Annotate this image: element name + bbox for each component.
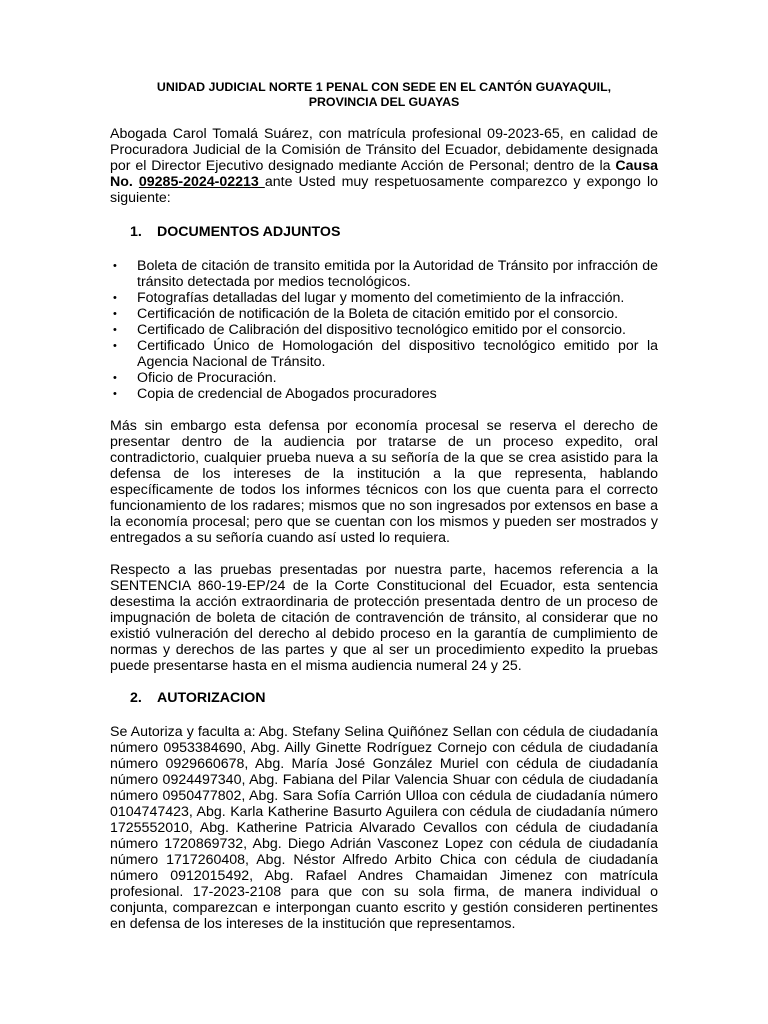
bullet-icon: • — [113, 260, 117, 272]
bullet-icon: • — [113, 388, 117, 400]
list-item — [110, 338, 658, 370]
section-title: AUTORIZACION — [157, 690, 266, 706]
document-page — [110, 80, 658, 932]
court-title — [110, 80, 658, 110]
list-item-text: Copia de credencial de Abogados procuradores — [137, 386, 437, 402]
list-item — [110, 258, 658, 290]
list-item-text: Fotografías detalladas del lugar y momento del cometimiento de la infracción. — [137, 290, 625, 306]
causa-number: 09285-2024-02213 — [138, 174, 265, 190]
documents-list — [110, 258, 658, 402]
bullet-icon: • — [113, 340, 117, 352]
intro-paragraph — [110, 126, 658, 206]
intro-text-before: Abogada Carol Tomalá Suárez, con matrícula profesional 09-2023-65, en calidad de Procuradora Judicial de la Comisión de Tránsito del Ecuador, debidamente designada por el Director Ejecutivo designado mediante Acción de Personal; dentro de la — [110, 126, 658, 174]
sentencia-paragraph: Respecto a las pruebas presentadas por nuestra parte, hacemos referencia a la SENTENCIA 860-19-EP/24 de la Corte Constitucional del Ecuador, esta sentencia desestima la acción extraordinaria de protección presentada dentro de un proceso de impugnación de boleta de citación de contravención de tránsito, al considerar que no existió vulneración del derecho al debido proceso en la garantía de cumplimiento de normas y derechos de las partes y que al ser un procedimiento expedito la pruebas puede presentarse hasta en el misma audiencia numeral 24 y 25. — [110, 562, 658, 674]
list-item — [110, 322, 658, 338]
autorizacion-paragraph: Se Autoriza y faculta a: Abg. Stefany Selina Quiñónez Sellan con cédula de ciudadanía número 0953384690, Abg. Ailly Ginette Rodríguez Cornejo con cédula de ciudadanía número 0929660678, Abg. María José González Muriel con cédula de ciudadanía número 0924497340, Abg. Fabiana del Pilar Valencia Shuar con cédula de ciudadanía número 0950477802, Abg. Sara Sofía Carrión Ulloa con cédula de ciudadanía número 0104747423, Abg. Karla Katherine Basurto Aguilera con cédula de ciudadanía número 1725552010, Abg. Katherine Patricia Alvarado Cevallos con cédula de ciudadanía número 1720869732, Abg. Diego Adrián Vasconez Lopez con cédula de ciudadanía número 1717260408, Abg. Néstor Alfredo Arbito Chica con cédula de ciudadanía número 0912015492, Abg. Rafael Andres Chamaidan Jimenez con matrícula profesional. 17-2023-2108 para que con su sola firma, de manera individual o conjunta, comparezcan e interpongan cuanto escrito y gestión consideren pertinentes en defensa de los intereses de la institución que representamos. — [110, 724, 658, 932]
reserva-paragraph: Más sin embargo esta defensa por economía procesal se reserva el derecho de presentar dentro de la audiencia por tratarse de un proceso expedito, oral contradictorio, cualquier prueba nueva a su señoría de la que se crea asistido para la defensa de los intereses de la institución a la que representa, hablando específicamente de todos los informes técnicos con los que cuenta para el correcto funcionamiento de los radares; mismos que no son ingresados por extensos en base a la economía procesal; pero que se cuentan con los mismos y pueden ser mostrados y entregados a su señoría cuando así usted lo requiera. — [110, 418, 658, 546]
bullet-icon: • — [113, 292, 117, 304]
section-title: DOCUMENTOS ADJUNTOS — [157, 224, 341, 240]
section-number: 2. — [130, 690, 142, 706]
list-item-text: Oficio de Procuración. — [137, 370, 277, 386]
bullet-icon: • — [113, 372, 117, 384]
bullet-icon: • — [113, 308, 117, 320]
section-heading-autorizacion — [130, 690, 658, 706]
bullet-icon: • — [113, 324, 117, 336]
intro-text-after: ante Usted muy respetuosamente comparezco y expongo lo siguiente: — [110, 174, 658, 206]
causa-label: Causa No. — [110, 158, 658, 190]
court-title-line-1: UNIDAD JUDICIAL NORTE 1 PENAL CON SEDE EN EL CANTÓN GUAYAQUIL, — [156, 80, 612, 94]
list-item-text: Certificado de Calibración del dispositivo tecnológico emitido por el consorcio. — [137, 322, 626, 338]
list-item — [110, 386, 658, 402]
list-item-text: Boleta de citación de transito emitida por la Autoridad de Tránsito por infracción de tránsito detectada por medios tecnológicos. — [137, 258, 658, 290]
list-item-text: Certificado Único de Homologación del dispositivo tecnológico emitido por la Agencia Nacional de Tránsito. — [137, 338, 658, 370]
list-item — [110, 370, 658, 386]
section-number: 1. — [130, 224, 142, 240]
list-item — [110, 306, 658, 322]
list-item-text: Certificación de notificación de la Boleta de citación emitido por el consorcio. — [137, 306, 619, 322]
section-heading-documentos — [130, 224, 658, 240]
list-item — [110, 290, 658, 306]
court-title-line-2: PROVINCIA DEL GUAYAS — [308, 95, 460, 109]
